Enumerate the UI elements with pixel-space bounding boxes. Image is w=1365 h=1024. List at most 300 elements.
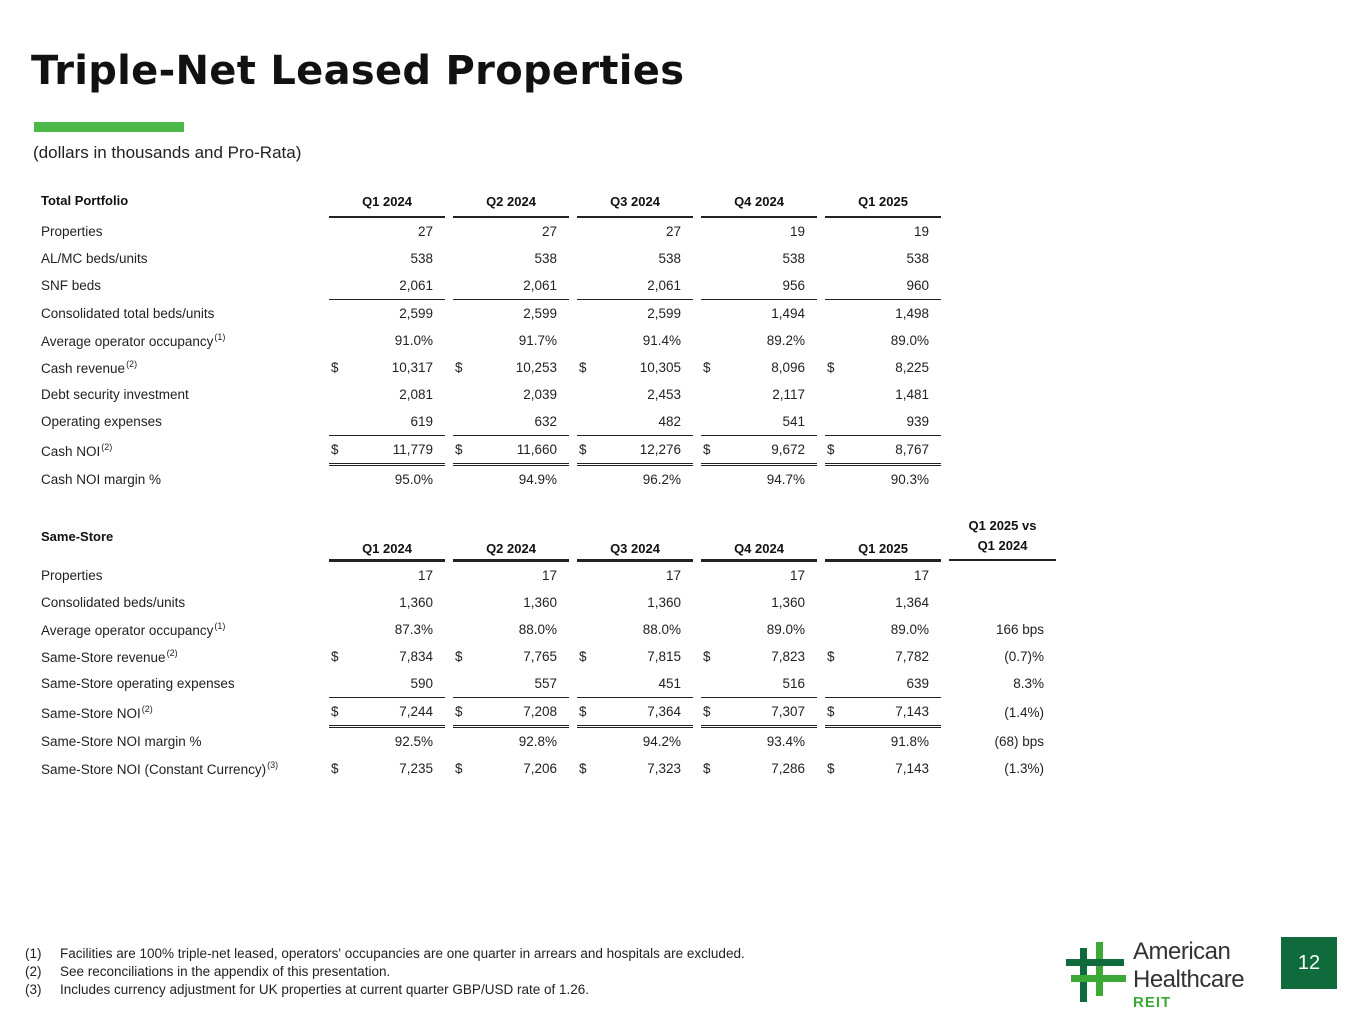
column-header: Q1 2025: [825, 516, 941, 561]
row-label: [35, 218, 321, 245]
column-gap: [693, 408, 701, 435]
row-label: [35, 643, 321, 670]
currency-symbol: [825, 670, 845, 697]
table-cell: 2,599: [349, 299, 445, 327]
column-gap: [569, 245, 577, 272]
column-gap: [445, 381, 453, 408]
table-cell: 632: [534, 414, 557, 429]
column-gap: [445, 327, 453, 354]
currency-symbol: [577, 408, 597, 435]
column-gap: [569, 561, 577, 589]
table-cell: 2,081: [399, 387, 433, 402]
table-cell: 17: [349, 561, 445, 589]
column-gap: [693, 755, 701, 782]
variance-cell: (0.7)%: [1004, 649, 1044, 664]
column-gap: [445, 435, 453, 466]
row-label-text: Average operator occupancy: [41, 334, 214, 349]
column-gap: [693, 670, 701, 697]
table-cell: 2,453: [647, 387, 681, 402]
table-row: [35, 643, 1056, 670]
row-label: [35, 272, 321, 299]
table-cell: 7,364: [597, 697, 693, 728]
currency-symbol: $: [825, 435, 845, 466]
column-header: Q1 2024: [329, 516, 445, 561]
column-gap: [693, 466, 701, 493]
column-gap: [321, 466, 329, 493]
currency-symbol: [577, 589, 597, 616]
table-cell: 7,823: [771, 649, 805, 664]
column-gap: [569, 755, 577, 782]
column-gap: [817, 408, 825, 435]
currency-symbol: $: [701, 435, 721, 466]
currency-symbol: [825, 272, 845, 299]
table-row: [35, 755, 1056, 782]
column-gap: [941, 616, 949, 643]
footnote-ref: (2): [101, 442, 113, 452]
table-cell: 516: [782, 676, 805, 691]
footnote-ref: (1): [214, 621, 226, 631]
column-gap: [321, 381, 329, 408]
table-cell: 9,672: [721, 435, 817, 466]
column-gap: [321, 435, 329, 466]
column-header: Q1 2024: [329, 187, 445, 218]
column-header: Q2 2024: [453, 187, 569, 218]
variance-column-header: [949, 516, 1056, 561]
currency-symbol: [577, 218, 597, 245]
column-gap: [693, 381, 701, 408]
table-cell: 2,061: [523, 278, 557, 293]
column-gap: [693, 299, 701, 327]
column-gap: [321, 616, 329, 643]
table-header-row: [35, 516, 1056, 561]
currency-symbol: [825, 299, 845, 327]
column-gap: [941, 755, 949, 782]
currency-symbol: [701, 218, 721, 245]
currency-symbol: [329, 272, 349, 299]
table-cell: 1,360: [647, 595, 681, 610]
column-gap: [817, 589, 825, 616]
table-cell: 27: [541, 224, 557, 239]
logo-text-reit: REIT: [1133, 994, 1172, 1011]
column-gap: [817, 561, 825, 589]
table-cell: 27: [665, 224, 681, 239]
table-cell: 7,782: [895, 649, 929, 664]
currency-symbol: [329, 299, 349, 327]
currency-symbol: [453, 561, 473, 589]
company-logo: [1066, 938, 1266, 1010]
currency-symbol: $: [825, 697, 845, 728]
table-cell: 7,235: [399, 761, 433, 776]
currency-symbol: $: [827, 360, 835, 375]
column-header: Q2 2024: [453, 516, 569, 561]
table-cell: 91.8%: [890, 734, 929, 749]
currency-symbol: $: [455, 649, 463, 664]
table-cell: 94.9%: [518, 472, 557, 487]
column-gap: [445, 728, 453, 755]
table-cell: 7,307: [721, 697, 817, 728]
table-cell: 8,096: [771, 360, 805, 375]
currency-symbol: $: [577, 435, 597, 466]
currency-symbol: $: [827, 649, 835, 664]
currency-symbol: [825, 728, 845, 755]
table-cell: 538: [658, 251, 681, 266]
footnote-ref: (2): [166, 648, 178, 658]
currency-symbol: [329, 466, 349, 493]
cross-logo-icon: [1066, 942, 1126, 1002]
column-gap: [817, 354, 825, 381]
column-gap: [941, 643, 949, 670]
table-cell: 1,498: [845, 299, 941, 327]
table-cell: 619: [410, 414, 433, 429]
currency-symbol: [577, 245, 597, 272]
column-gap: [817, 381, 825, 408]
row-label: [35, 697, 321, 728]
page-number: 12: [1281, 937, 1337, 989]
table-cell: 7,244: [349, 697, 445, 728]
table-cell: 11,660: [473, 435, 569, 466]
column-gap: [321, 561, 329, 589]
row-label-text: Same-Store operating expenses: [41, 676, 235, 691]
table-cell: 2,061: [647, 278, 681, 293]
logo-text-healthcare: Healthcare: [1133, 966, 1245, 993]
currency-symbol: [453, 589, 473, 616]
column-gap: [321, 408, 329, 435]
table-cell: 19: [913, 224, 929, 239]
column-gap: [445, 561, 453, 589]
table-row: [35, 408, 941, 435]
column-gap: [569, 589, 577, 616]
row-label-text: Operating expenses: [41, 414, 162, 429]
column-gap: [321, 218, 329, 245]
row-label-text: Cash revenue: [41, 361, 126, 376]
table-cell: 1,494: [721, 299, 817, 327]
column-gap: [693, 327, 701, 354]
currency-symbol: [825, 408, 845, 435]
currency-symbol: $: [453, 697, 473, 728]
table-row: [35, 272, 941, 299]
column-gap: [693, 218, 701, 245]
column-gap: [569, 728, 577, 755]
variance-cell: [949, 589, 1056, 616]
column-gap: [569, 643, 577, 670]
row-label-text: Consolidated total beds/units: [41, 305, 215, 321]
table-cell: 17: [597, 561, 693, 589]
table-cell: 91.4%: [642, 333, 681, 348]
currency-symbol: $: [577, 697, 597, 728]
variance-cell: (1.4%): [1004, 705, 1044, 720]
currency-symbol: [329, 670, 349, 697]
column-gap: [693, 245, 701, 272]
currency-symbol: [825, 561, 845, 589]
column-gap: [693, 616, 701, 643]
currency-symbol: [577, 561, 597, 589]
row-label-text: Same-Store NOI (Constant Currency): [41, 762, 267, 777]
table-cell: 541: [782, 414, 805, 429]
column-gap: [569, 670, 577, 697]
column-gap: [445, 670, 453, 697]
row-label-text: Properties: [41, 224, 103, 239]
column-gap: [817, 299, 825, 327]
row-label-text: SNF beds: [41, 278, 102, 293]
table-cell: 2,599: [473, 299, 569, 327]
table-cell: 7,143: [895, 761, 929, 776]
variance-cell: [949, 561, 1056, 589]
table-row: [35, 589, 1056, 616]
table-cell: 956: [782, 278, 805, 293]
table-cell: 2,599: [597, 299, 693, 327]
table-cell: 10,305: [639, 360, 681, 375]
table-cell: 89.0%: [890, 622, 929, 637]
table-cell: 27: [417, 224, 433, 239]
table-cell: 1,481: [895, 387, 929, 402]
currency-symbol: [329, 589, 349, 616]
column-gap: [321, 299, 329, 327]
currency-symbol: [825, 327, 845, 354]
column-gap: [569, 327, 577, 354]
currency-symbol: [577, 299, 597, 327]
currency-symbol: [701, 589, 721, 616]
column-gap: [817, 670, 825, 697]
row-label-text: Same-Store revenue: [41, 650, 166, 665]
column-gap: [817, 245, 825, 272]
variance-cell: 166 bps: [995, 622, 1044, 637]
row-label: [35, 327, 321, 354]
column-gap: [321, 272, 329, 299]
same-store-table: [35, 516, 1056, 782]
column-gap: [445, 589, 453, 616]
row-label: [35, 466, 321, 493]
column-header: Q1 2025: [825, 187, 941, 218]
table-cell: 8,767: [845, 435, 941, 466]
table-cell: 7,286: [771, 761, 805, 776]
table-cell: 7,143: [845, 697, 941, 728]
column-gap: [445, 643, 453, 670]
column-gap: [445, 616, 453, 643]
currency-symbol: [701, 299, 721, 327]
column-gap: [693, 589, 701, 616]
variance-header-line2: Q1 2024: [977, 538, 1028, 553]
currency-symbol: [825, 589, 845, 616]
logo-text-american: American: [1133, 938, 1231, 965]
column-gap: [321, 728, 329, 755]
table-row: [35, 245, 941, 272]
currency-symbol: [329, 381, 349, 408]
currency-symbol: [329, 327, 349, 354]
row-label: [35, 381, 321, 408]
table-cell: 10,253: [515, 360, 557, 375]
table-row: [35, 354, 941, 381]
column-header: Q4 2024: [701, 187, 817, 218]
footnote-ref: (2): [141, 704, 153, 714]
currency-symbol: [329, 728, 349, 755]
column-gap: [693, 272, 701, 299]
column-gap: [321, 697, 329, 728]
table-row: [35, 697, 1056, 728]
currency-symbol: $: [579, 761, 587, 776]
currency-symbol: [701, 408, 721, 435]
table-cell: 92.8%: [518, 734, 557, 749]
table-cell: 7,765: [523, 649, 557, 664]
currency-symbol: [453, 616, 473, 643]
table-row: [35, 728, 1056, 755]
table-cell: 11,779: [349, 435, 445, 466]
table-cell: 538: [534, 251, 557, 266]
table-cell: 8,225: [895, 360, 929, 375]
column-header: Q3 2024: [577, 516, 693, 561]
table-cell: 639: [906, 676, 929, 691]
column-gap: [569, 697, 577, 728]
currency-symbol: $: [703, 649, 711, 664]
table-cell: 451: [658, 676, 681, 691]
column-gap: [445, 245, 453, 272]
table-cell: 1,360: [523, 595, 557, 610]
column-gap: [693, 435, 701, 466]
row-label: [35, 245, 321, 272]
table-row: [35, 466, 941, 493]
table-cell: 1,360: [399, 595, 433, 610]
table-cell: 12,276: [597, 435, 693, 466]
table-cell: 89.0%: [890, 333, 929, 348]
table-cell: 7,208: [473, 697, 569, 728]
currency-symbol: [453, 728, 473, 755]
column-gap: [569, 299, 577, 327]
column-gap: [817, 643, 825, 670]
currency-symbol: [701, 670, 721, 697]
currency-symbol: [329, 245, 349, 272]
table-heading: Same-Store: [41, 529, 114, 544]
currency-symbol: $: [455, 360, 463, 375]
currency-symbol: [453, 327, 473, 354]
table-heading: Total Portfolio: [41, 193, 129, 208]
table-row: [35, 435, 941, 466]
currency-symbol: [329, 218, 349, 245]
table-cell: 7,815: [647, 649, 681, 664]
column-gap: [941, 561, 949, 589]
currency-symbol: [329, 561, 349, 589]
currency-symbol: [577, 381, 597, 408]
currency-symbol: [701, 327, 721, 354]
column-gap: [321, 643, 329, 670]
row-label: [35, 408, 321, 435]
row-label-text: Properties: [41, 567, 103, 583]
table-cell: 89.2%: [766, 333, 805, 348]
currency-symbol: $: [329, 697, 349, 728]
column-gap: [321, 589, 329, 616]
table-row: [35, 299, 941, 327]
table-row: [35, 561, 1056, 589]
column-gap: [569, 218, 577, 245]
currency-symbol: [453, 272, 473, 299]
column-gap: [817, 616, 825, 643]
table-cell: 557: [534, 676, 557, 691]
currency-symbol: $: [703, 761, 711, 776]
column-gap: [321, 327, 329, 354]
table-cell: 538: [782, 251, 805, 266]
table-row: [35, 218, 941, 245]
column-gap: [817, 728, 825, 755]
table-row: [35, 381, 941, 408]
table-cell: 17: [473, 561, 569, 589]
column-gap: [321, 354, 329, 381]
footnote-ref: (2): [126, 359, 138, 369]
table-cell: 1,364: [895, 595, 929, 610]
column-gap: [693, 561, 701, 589]
column-gap: [693, 643, 701, 670]
row-label-text: Cash NOI margin %: [41, 472, 162, 487]
table-cell: 95.0%: [394, 472, 433, 487]
currency-symbol: [453, 381, 473, 408]
currency-symbol: [825, 616, 845, 643]
column-gap: [569, 408, 577, 435]
column-gap: [445, 354, 453, 381]
currency-symbol: [825, 245, 845, 272]
variance-cell: 8.3%: [1013, 676, 1044, 691]
table-cell: 7,206: [523, 761, 557, 776]
currency-symbol: [577, 466, 597, 493]
table-cell: 19: [789, 224, 805, 239]
table-cell: 93.4%: [766, 734, 805, 749]
table-cell: 88.0%: [518, 622, 557, 637]
currency-symbol: [825, 381, 845, 408]
table-header-row: [35, 187, 941, 218]
table-row: [35, 616, 1056, 643]
currency-symbol: [453, 670, 473, 697]
column-gap: [817, 697, 825, 728]
variance-cell: (68) bps: [994, 734, 1044, 749]
currency-symbol: [577, 327, 597, 354]
table-cell: 939: [906, 414, 929, 429]
currency-symbol: [825, 218, 845, 245]
column-gap: [817, 327, 825, 354]
column-gap: [817, 218, 825, 245]
table-cell: 89.0%: [766, 622, 805, 637]
table-cell: 94.2%: [642, 734, 681, 749]
currency-symbol: [701, 616, 721, 643]
currency-symbol: $: [331, 761, 339, 776]
row-label: [35, 354, 321, 381]
table-cell: 590: [410, 676, 433, 691]
column-gap: [693, 728, 701, 755]
currency-symbol: [701, 272, 721, 299]
column-gap: [569, 466, 577, 493]
row-label: [35, 755, 321, 782]
column-gap: [445, 408, 453, 435]
currency-symbol: $: [579, 360, 587, 375]
table-cell: 2,117: [772, 387, 805, 402]
table-cell: 90.3%: [890, 472, 929, 487]
variance-header-line1: Q1 2025 vs: [968, 518, 1037, 533]
row-label-text: Cash NOI: [41, 444, 101, 459]
column-gap: [445, 466, 453, 493]
footnote: (2) See reconciliations in the appendix of this presentation.: [25, 964, 391, 979]
table-cell: 92.5%: [394, 734, 433, 749]
column-gap: [569, 616, 577, 643]
currency-symbol: $: [331, 360, 339, 375]
column-gap: [817, 466, 825, 493]
row-label-text: Same-Store NOI margin %: [41, 734, 202, 749]
column-gap: [445, 299, 453, 327]
footnote-ref: (3): [267, 760, 279, 770]
column-gap: [445, 272, 453, 299]
column-gap: [941, 589, 949, 616]
table-cell: 91.7%: [518, 333, 557, 348]
footnote: (3) Includes currency adjustment for UK properties at current quarter GBP/USD rate of 1.26.: [25, 982, 589, 997]
currency-symbol: [701, 245, 721, 272]
footnote-ref: (1): [214, 332, 226, 342]
column-gap: [445, 755, 453, 782]
table-cell: 538: [906, 251, 929, 266]
table-cell: 87.3%: [394, 622, 433, 637]
